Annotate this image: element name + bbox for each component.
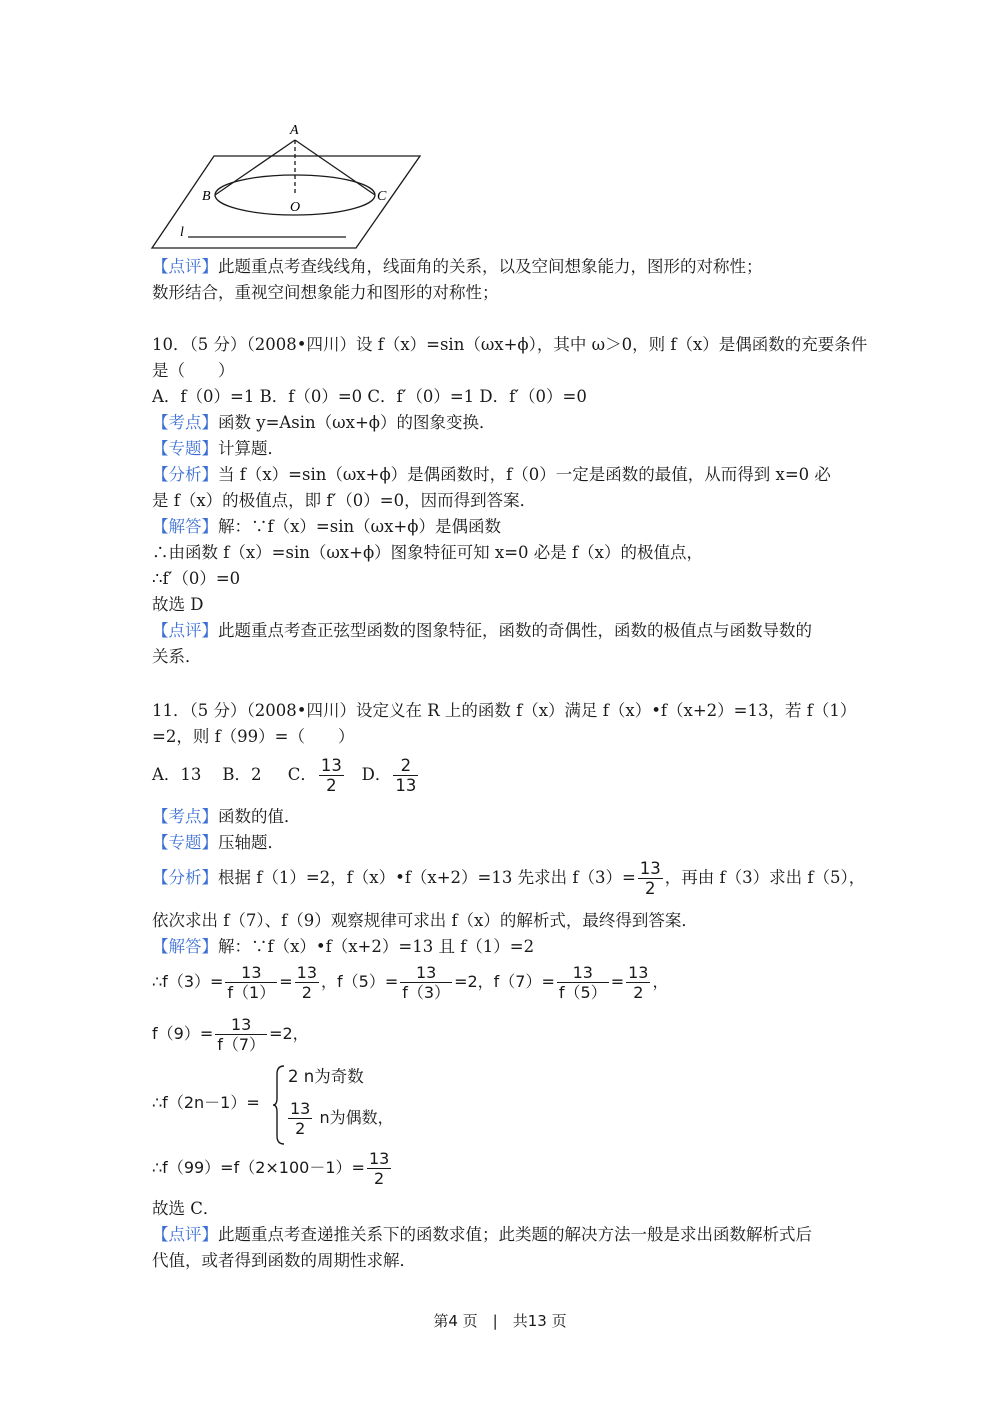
q11-fenxi-1: 【分析】根据 f（1）=2，f（x）•f（x+2）=13 先求出 f（3）= $\frac{13}{2}$ ，再由 f（3）求出 f（5）， xyxy=(152,859,866,898)
q11-kaodian: 【考点】函数的值． xyxy=(152,807,301,826)
q10-jieda-4: 故选 D xyxy=(152,595,204,614)
q11-stem-2: =2，则 f（99）=（ ） xyxy=(152,727,355,746)
label-point-c: C xyxy=(377,189,387,204)
q11-jieda-1: 【解答】解：∵f（x）•f（x+2）=13 且 f（1）=2 xyxy=(152,937,535,956)
q11-option-d: D． xyxy=(361,765,392,784)
q11-case-2: $\frac{13}{2}$ n为偶数， xyxy=(290,1099,394,1138)
geometry-figure xyxy=(148,118,428,254)
q10-jieda-3: ∴f′（0）=0 xyxy=(152,569,241,588)
q11-options: A．13 B．2 C． $\frac{13}{2}$ D． $\frac{2}{13}$ xyxy=(152,756,417,795)
q10-dianping-1: 【点评】此题重点考查正弦型函数的图象特征，函数的奇偶性，函数的极值点与函数导数的 xyxy=(152,621,812,640)
q10-jieda-1: 【解答】解：∵f（x）=sin（ωx+ϕ）是偶函数 xyxy=(152,517,501,536)
label-point-o: O xyxy=(290,200,301,215)
q10-options: A．f（0）=1 B．f（0）=0 C．f′（0）=1 D．f′（0）=0 xyxy=(152,387,587,406)
q10-kaodian: 【考点】函数 y=Asin（ωx+ϕ）的图象变换． xyxy=(152,413,496,432)
q11-option-b: B．2 xyxy=(222,765,262,784)
q11-case-1: 2 n为奇数 xyxy=(288,1067,364,1086)
q11-dianping-1: 【点评】此题重点考查递推关系下的函数求值；此类题的解决方法一般是求出函数解析式后 xyxy=(152,1225,812,1244)
label-point-a: A xyxy=(290,123,299,138)
label-line-l: l xyxy=(180,225,184,240)
q11-stem-1: 11．（5 分）（2008•四川）设定义在 R 上的函数 f（x）满足 f（x）•f（x+2）=13，若 f（1） xyxy=(152,701,857,720)
q10-fenxi-2: 是 f（x）的极值点，即 f′（0）=0，因而得到答案． xyxy=(152,491,537,510)
q10-stem-2: 是（ ） xyxy=(152,361,235,380)
q11-jieda-end: 故选 C． xyxy=(152,1199,220,1218)
q11-fenxi-2: 依次求出 f（7）、f（9）观察规律可求出 f（x）的解析式，最终得到答案． xyxy=(152,911,698,930)
q10-dianping-2: 关系． xyxy=(152,647,202,666)
q10-jieda-2: ∴由函数 f（x）=sin（ωx+ϕ）图象特征可知 x=0 必是 f（x）的极值点， xyxy=(152,543,703,562)
q10-fenxi-1: 【分析】当 f（x）=sin（ωx+ϕ）是偶函数时，f（0）一定是函数的最值，从而得到 x=0 必 xyxy=(152,465,831,484)
q11-step-2: f（9）= $\frac{13}{f(7)}$ =2， xyxy=(152,1015,309,1054)
page-footer: 第4 页 | 共13 页 xyxy=(433,1312,567,1330)
review-tag: 【点评】 xyxy=(152,257,218,276)
q11-option-c: C． xyxy=(287,765,317,784)
q11-step-3-lead: ∴f（2n－1）= xyxy=(152,1093,260,1112)
prev-review-line-2: 数形结合，重视空间想象能力和图形的对称性； xyxy=(152,283,499,302)
q10-stem-1: 10．（5 分）（2008•四川）设 f（x）=sin（ωx+ϕ），其中 ω＞0，则 f（x）是偶函数的充要条件 xyxy=(152,335,868,354)
q10-zhuanti: 【专题】计算题． xyxy=(152,439,284,458)
q11-step-1: ∴f（3）= $\frac{13}{f(1)}$ = $\frac{13}{2}$ ，f（5）= $\frac{13}{f(3)}$ =2，f（7）= $\frac{13}{f(5)}$ = $\frac{13}{2}$ ， xyxy=(152,963,669,1002)
q11-dianping-2: 代值，或者得到函数的周期性求解． xyxy=(152,1251,416,1270)
q11-zhuanti: 【专题】压轴题． xyxy=(152,833,284,852)
q11-step-4: ∴f（99）=f（2×100－1）= $\frac{13}{2}$ xyxy=(152,1149,390,1188)
q11-option-a: A．13 xyxy=(152,765,202,784)
piecewise-brace xyxy=(272,1064,286,1146)
label-point-b: B xyxy=(202,189,211,204)
prev-review-line-1: 【点评】此题重点考查线线角，线面角的关系，以及空间想象能力，图形的对称性； xyxy=(152,257,763,276)
